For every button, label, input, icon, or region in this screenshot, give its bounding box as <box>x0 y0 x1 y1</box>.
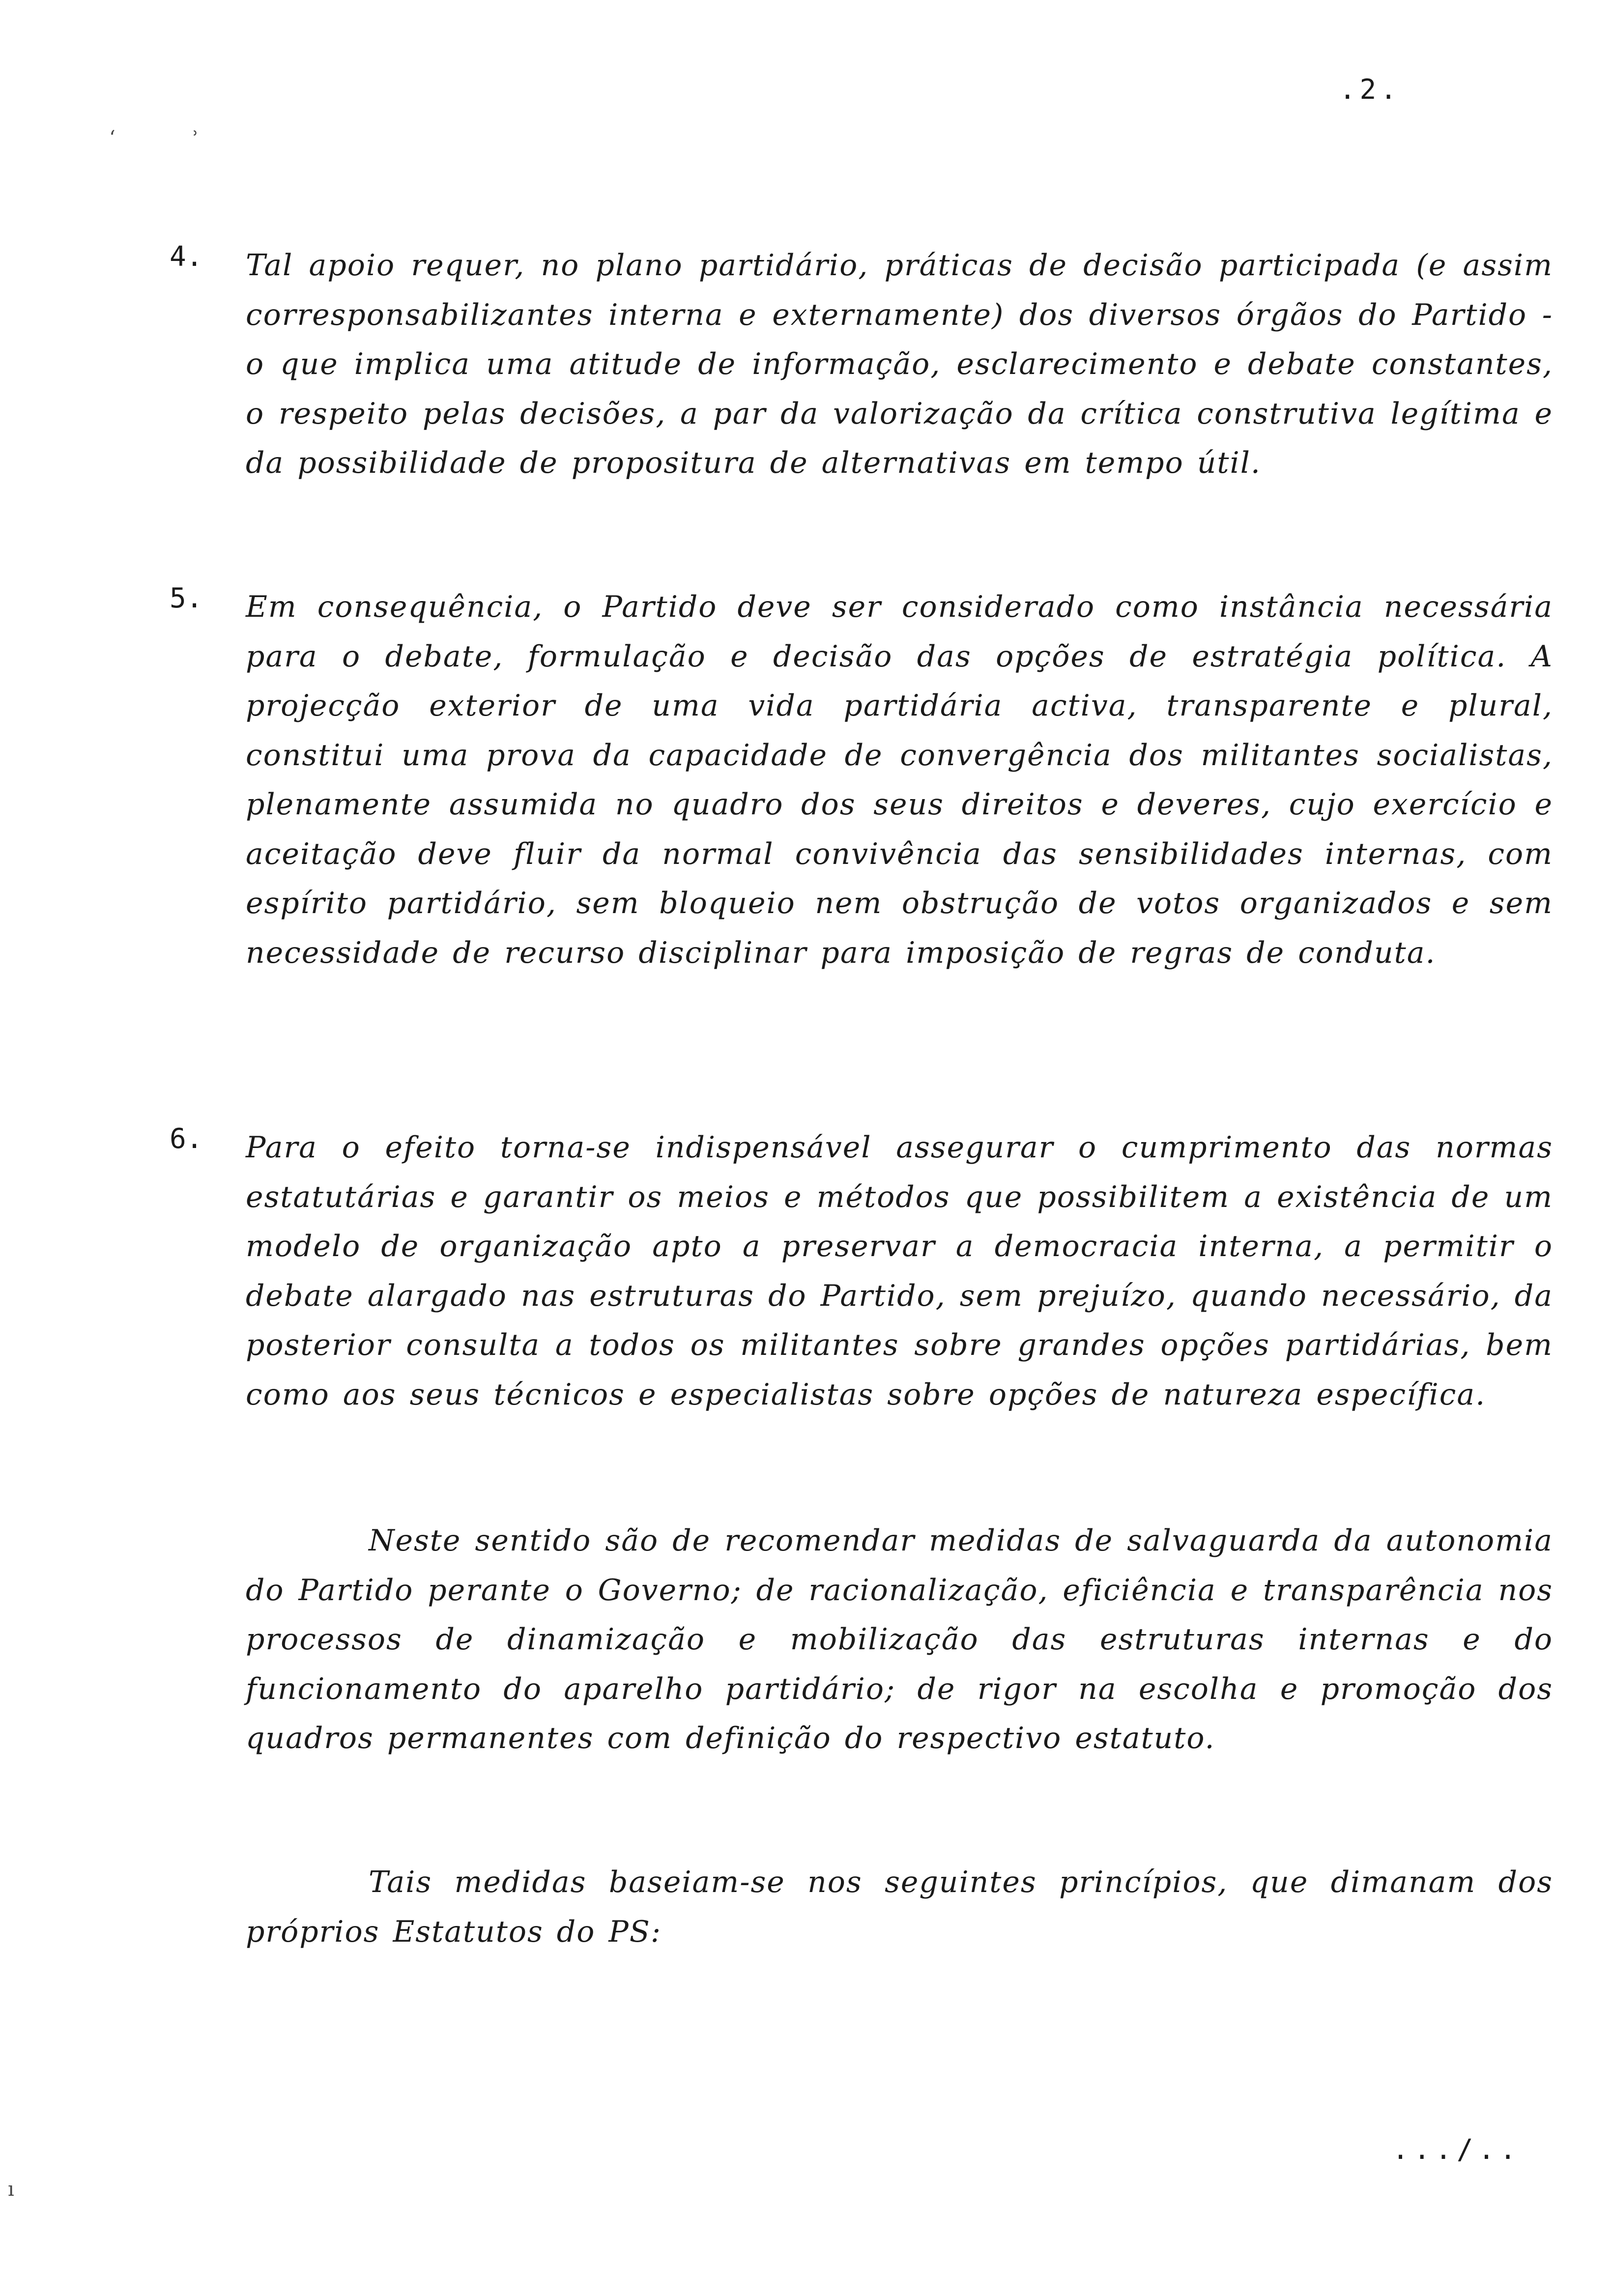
paragraph-number-4: 4. <box>170 241 203 273</box>
page-number: .2. <box>1339 74 1401 106</box>
margin-mark: ‘ <box>109 127 115 149</box>
margin-mark: ˒ <box>193 123 199 145</box>
paragraph-6: Para o efeito torna-se indispensável assegurar o cumprimento das normas estatutárias e garantir os meios e métodos que possibilitem a existência de um modelo de organização apto a preservar a democracia interna, a permitir o debate alargado nas estruturas do Partido, sem prejuízo, quando necessário, da posterior consulta a todos os militantes sobre grandes opções partidárias, bem como aos seus técnicos e especialistas sobre opções de natureza específica. <box>246 1130 1553 1412</box>
paragraph-neste: Neste sentido são de recomendar medidas de salvaguarda da autonomia do Partido perante o Governo; de racionalização, eficiência e transparência nos processos de dinamização e mobilização das estruturas internas e do funcionamento do aparelho partidário; de rigor na escolha e promoção dos quadros permanentes com definição do respectivo estatuto. <box>246 1523 1553 1755</box>
paragraph-number-6: 6. <box>170 1123 203 1155</box>
margin-mark: ı <box>8 2178 14 2201</box>
continuation-mark: .../.. <box>1392 2134 1521 2166</box>
paragraph-5: Em consequência, o Partido deve ser considerado como instância necessária para o debate, formulação e decisão das opções de estratégia política. A projecção exterior de uma vida partidária activa, transparente e plural, constitui uma prova da capacidade de convergência dos militantes socialistas, plenamente assumida no quadro dos seus direitos e deveres, cujo exercício e aceitação deve fluir da normal convivência das sensibilidades internas, com espírito partidário, sem bloqueio nem obstrução de votos organizados e sem necessidade de recurso disciplinar para imposição de regras de conduta. <box>246 590 1553 970</box>
paragraph-number-5: 5. <box>170 582 203 614</box>
paragraph-4: Tal apoio requer, no plano partidário, práticas de decisão participada (e assim corresponsabilizantes interna e externamente) dos diversos órgãos do Partido - o que implica uma atitude de informação, esclarecimento e debate constantes, o respeito pelas decisões, a par da valorização da crítica construtiva legítima e da possibilidade de propositura de alternativas em tempo útil. <box>246 248 1553 480</box>
paragraph-tais: Tais medidas baseiam-se nos seguintes princípios, que dimanam dos próprios Estatutos do PS: <box>246 1865 1553 1949</box>
